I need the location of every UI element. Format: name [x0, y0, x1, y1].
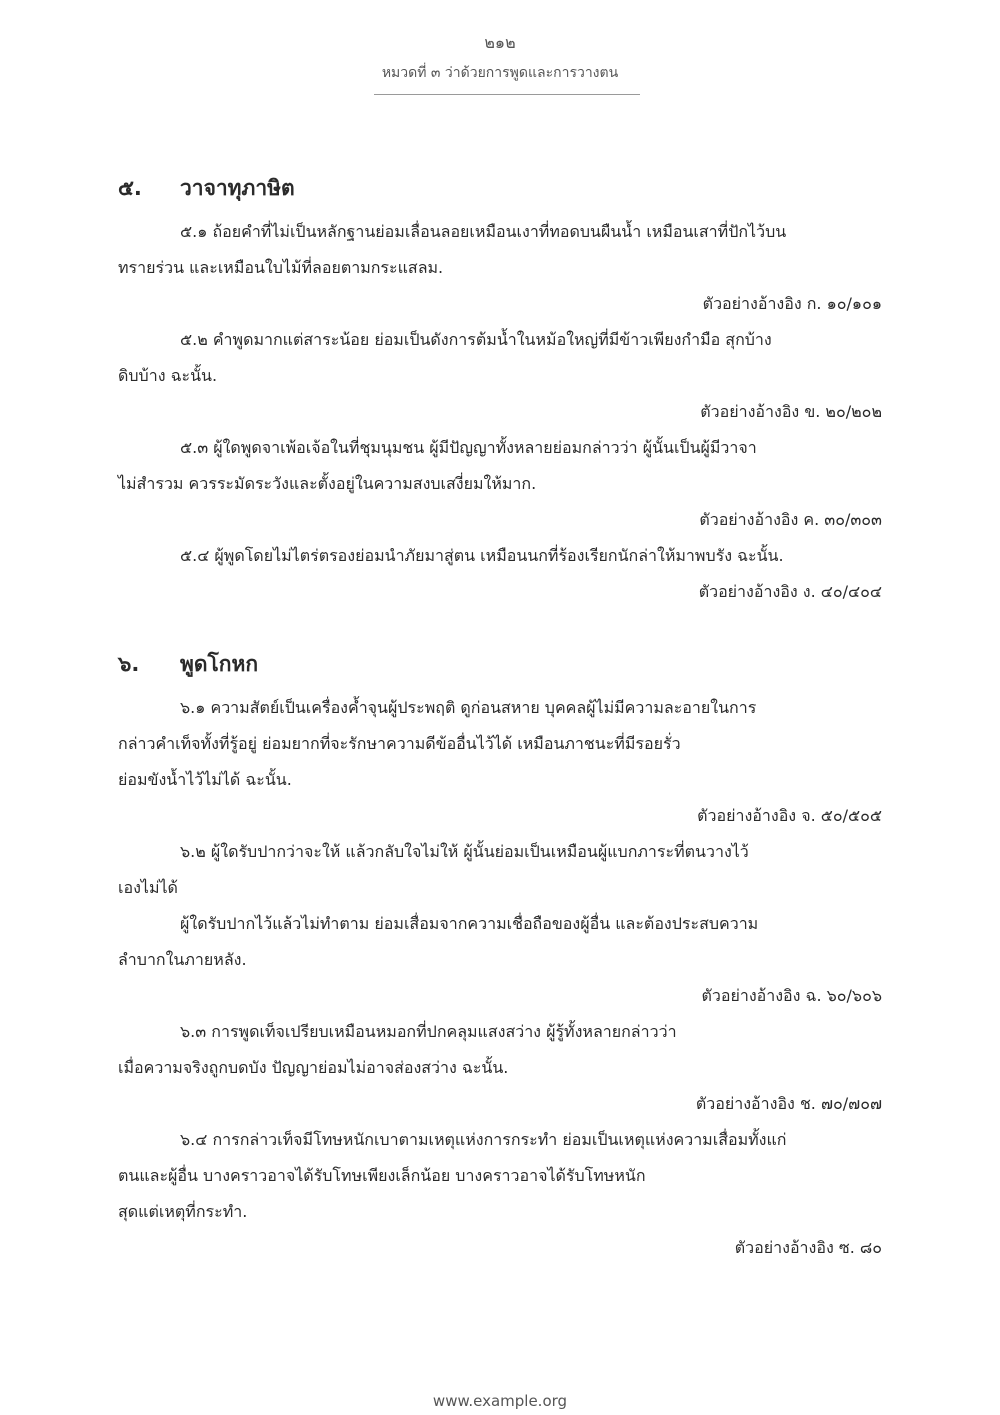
paragraph-line: ๕.๒ คำพูดมากแต่สาระน้อย ย่อมเป็นดังการต้มน้ำในหม้อใหญ่ที่มีข้าวเพียงกำมือ สุกบ้าง — [180, 330, 772, 349]
paragraph-line: ๖.๑ ความสัตย์เป็นเครื่องค้ำจุนผู้ประพฤติ ดูก่อนสหาย บุคคลผู้ไม่มีความละอายในการ — [180, 698, 757, 717]
citation: ตัวอย่างอ้างอิง ง. ๔๐/๔๐๔ — [698, 582, 882, 601]
citation: ตัวอย่างอ้างอิง ซ. ๘๐ — [734, 1238, 882, 1257]
paragraph-line: ย่อมขังน้ำไว้ไม่ได้ ฉะนั้น. — [118, 770, 292, 789]
citation: ตัวอย่างอ้างอิง ช. ๗๐/๗๐๗ — [695, 1094, 882, 1113]
section-title: วาจาทุภาษิต — [180, 175, 295, 200]
citation: ตัวอย่างอ้างอิง ฉ. ๖๐/๖๐๖ — [701, 986, 882, 1005]
header-divider — [374, 94, 640, 95]
citation: ตัวอย่างอ้างอิง ค. ๓๐/๓๐๓ — [699, 510, 882, 529]
paragraph-line: สุดแต่เหตุที่กระทำ. — [118, 1202, 248, 1221]
paragraph-line: ลำบากในภายหลัง. — [118, 950, 247, 969]
paragraph-line: เมื่อความจริงถูกบดบัง ปัญญาย่อมไม่อาจส่องสว่าง ฉะนั้น. — [118, 1058, 509, 1077]
paragraph-line: ๖.๔ การกล่าวเท็จมีโทษหนักเบาตามเหตุแห่งการกระทำ ย่อมเป็นเหตุแห่งความเสื่อมทั้งแก่ — [180, 1130, 787, 1149]
section-number: ๕. — [118, 175, 142, 200]
paragraph-line: ดิบบ้าง ฉะนั้น. — [118, 366, 218, 385]
citation: ตัวอย่างอ้างอิง ข. ๒๐/๒๐๒ — [700, 402, 882, 421]
running-title: หมวดที่ ๓ ว่าด้วยการพูดและการวางตน — [381, 65, 619, 81]
page-number: ๒๑๒ — [484, 33, 516, 52]
citation: ตัวอย่างอ้างอิง จ. ๕๐/๕๐๕ — [697, 806, 882, 825]
paragraph-line: ๕.๔ ผู้พูดโดยไม่ไตร่ตรองย่อมนำภัยมาสู่ตน เหมือนนกที่ร้องเรียกนักล่าให้มาพบรัง ฉะนั้น. — [180, 546, 784, 565]
paragraph-line: เองไม่ได้ — [118, 878, 178, 897]
paragraph-line: ๖.๓ การพูดเท็จเปรียบเหมือนหมอกที่ปกคลุมแสงสว่าง ผู้รู้ทั้งหลายกล่าวว่า — [180, 1022, 677, 1041]
paragraph-line: ทรายร่วน และเหมือนใบไม้ที่ลอยตามกระแสลม. — [118, 258, 444, 277]
paragraph-line: ๖.๒ ผู้ใดรับปากว่าจะให้ แล้วกลับใจไม่ให้ ผู้นั้นย่อมเป็นเหมือนผู้แบกภาระที่ตนวางไว้ — [180, 842, 749, 861]
citation: ตัวอย่างอ้างอิง ก. ๑๐/๑๐๑ — [702, 294, 882, 313]
paragraph-line: ตนและผู้อื่น บางคราวอาจได้รับโทษเพียงเล็กน้อย บางคราวอาจได้รับโทษหนัก — [118, 1166, 646, 1185]
section-heading — [118, 644, 882, 684]
main-content — [118, 168, 882, 1266]
section-title: พูดโกหก — [180, 651, 259, 676]
paragraph-line: ๕.๑ ถ้อยคำที่ไม่เป็นหลักฐานย่อมเลื่อนลอยเหมือนเงาที่ทอดบนผืนน้ำ เหมือนเสาที่ปักไว้บน — [180, 222, 787, 241]
footer-url[interactable]: www.example.org — [432, 1392, 568, 1410]
paragraph-line: ๕.๓ ผู้ใดพูดจาเพ้อเจ้อในที่ชุมนุมชน ผู้มีปัญญาทั้งหลายย่อมกล่าวว่า ผู้นั้นเป็นผู้มีวาจา — [180, 438, 757, 457]
paragraph-line: กล่าวคำเท็จทั้งที่รู้อยู่ ย่อมยากที่จะรักษาความดีข้ออื่นไว้ได้ เหมือนภาชนะที่มีรอยรั่ว — [118, 734, 681, 753]
section-heading — [118, 168, 882, 208]
paragraph-line: ผู้ใดรับปากไว้แล้วไม่ทำตาม ย่อมเสื่อมจากความเชื่อถือของผู้อื่น และต้องประสบความ — [180, 914, 759, 933]
page-header — [0, 32, 1000, 84]
section-number: ๖. — [118, 651, 140, 676]
paragraph-line: ไม่สำรวม ควรระมัดระวังและตั้งอยู่ในความสงบเสงี่ยมให้มาก. — [118, 474, 537, 493]
